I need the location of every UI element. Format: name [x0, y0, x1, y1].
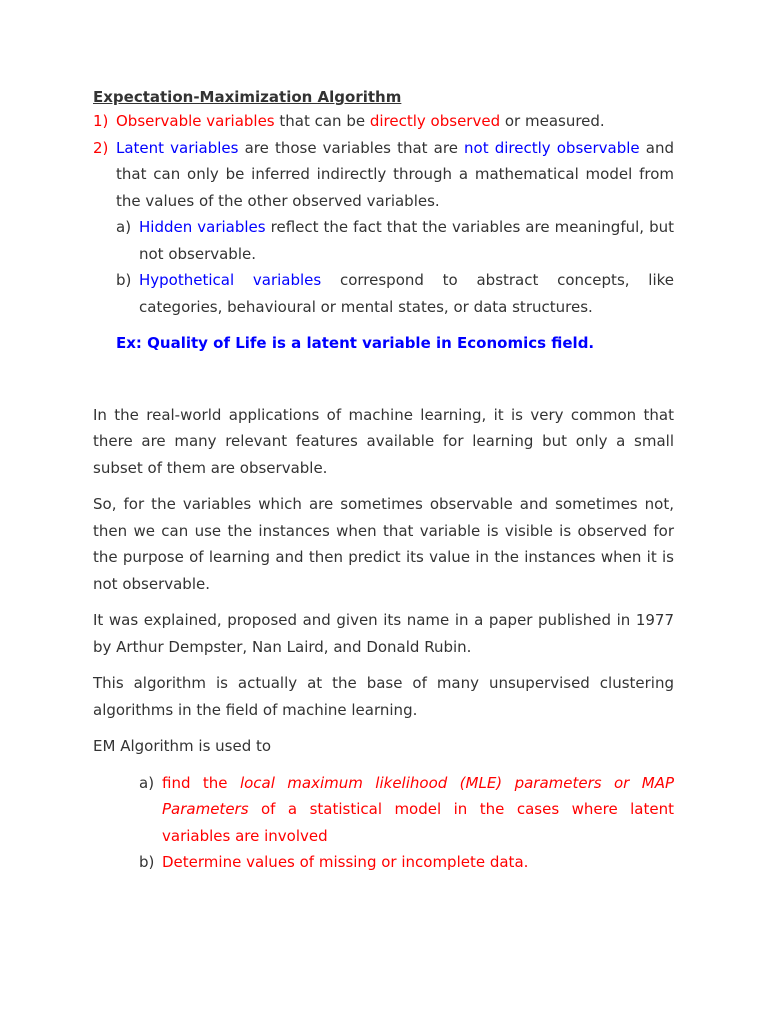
- list-item-text: Hypothetical variables correspond to abstract concepts, like categories, behavioural or mental states, or data structures.: [139, 271, 674, 316]
- sub-list-item: [116, 267, 674, 320]
- list-item: [93, 108, 674, 135]
- list-marker: 2): [93, 138, 109, 157]
- list-marker: b): [116, 271, 132, 289]
- list-item-text: Determine values of missing or incomplete data.: [162, 853, 529, 871]
- list-item-text: find the local maximum likelihood (MLE) parameters or MAP Parameters of a statistical model in the cases where latent variables are involved: [162, 773, 674, 845]
- list-item-text: Observable variables that can be directly observed or measured.: [116, 112, 605, 130]
- list-item: [93, 135, 674, 215]
- paragraph: So, for the variables which are sometimes observable and sometimes not, then we can use the instances when that variable is visible is observed for the purpose of learning and then predict its value in the instances when it is not observable.: [93, 495, 674, 593]
- uses-list-item: [139, 770, 674, 850]
- list-marker: 1): [93, 112, 109, 130]
- paragraph: EM Algorithm is used to: [93, 737, 272, 755]
- example-note: Ex: Quality of Life is a latent variable in Economics field.: [116, 334, 595, 352]
- document-body: [93, 86, 674, 876]
- sub-list-item: [116, 214, 674, 267]
- page-title: Expectation-Maximization Algorithm: [93, 88, 402, 106]
- paragraph: This algorithm is actually at the base of many unsupervised clustering algorithms in the field of machine learning.: [93, 674, 674, 719]
- list-item-text: Hidden variables reflect the fact that the variables are meaningful, but not observable.: [139, 218, 674, 263]
- list-marker: b): [139, 853, 155, 871]
- list-marker: a): [139, 773, 155, 792]
- paragraph: It was explained, proposed and given its name in a paper published in 1977 by Arthur Dempster, Nan Laird, and Donald Rubin.: [93, 611, 674, 656]
- list-marker: a): [116, 218, 132, 236]
- list-item-text: Latent variables are those variables that are not directly observable and that can only be inferred indirectly through a mathematical model from the values of the other observed variables.: [116, 138, 674, 210]
- paragraph: In the real-world applications of machine learning, it is very common that there are many relevant features available for learning but only a small subset of them are observable.: [93, 405, 674, 477]
- uses-list-item: [139, 849, 674, 876]
